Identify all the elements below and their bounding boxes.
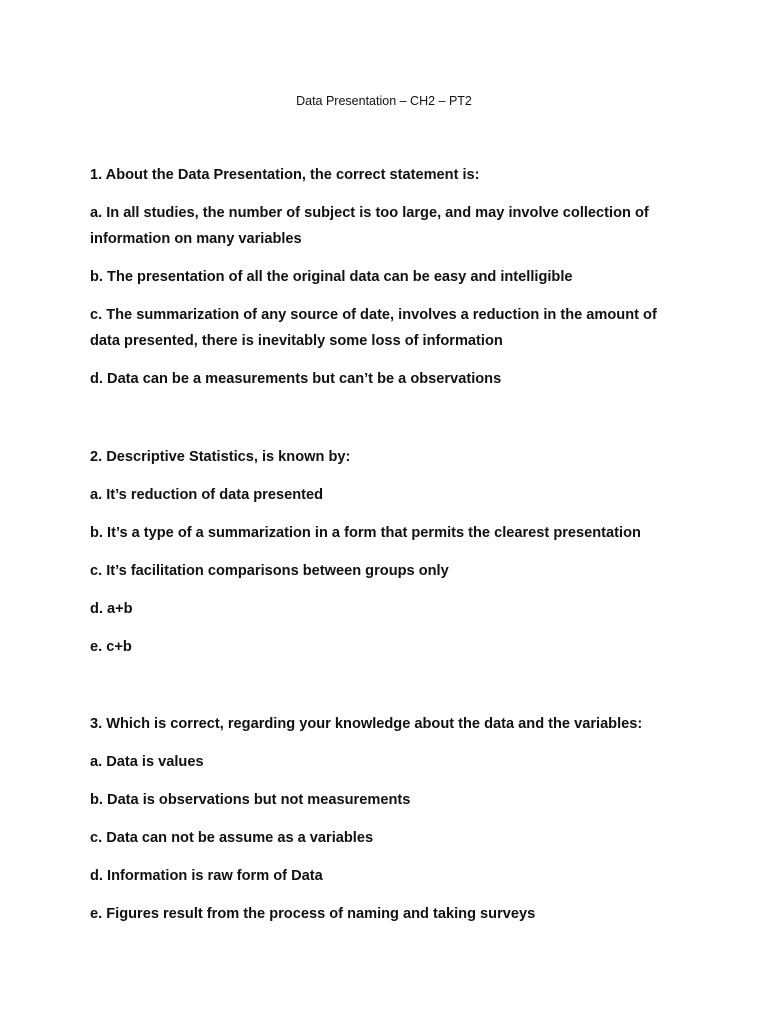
answer-option: a. It’s reduction of data presented: [90, 487, 324, 503]
answer-option: c. It’s facilitation comparisons between groups only: [90, 563, 449, 579]
answer-option: a. Data is values: [90, 754, 204, 770]
answer-option: c. Data can not be assume as a variables: [90, 830, 374, 846]
answer-option: a. In all studies, the number of subject is too large, and may involve collection of information on many variables: [90, 205, 649, 247]
answer-option: c. The summarization of any source of date, involves a reduction in the amount of data presented, there is inevitably some loss of information: [90, 307, 657, 349]
answer-option: d. Data can be a measurements but can’t be a observations: [90, 371, 502, 387]
question-prompt: 2. Descriptive Statistics, is known by:: [90, 449, 351, 465]
answer-option: b. The presentation of all the original data can be easy and intelligible: [90, 269, 573, 285]
answer-option: e. c+b: [90, 639, 132, 655]
answer-option: d. a+b: [90, 601, 133, 617]
document-title: Data Presentation – CH2 – PT2: [296, 94, 472, 108]
answer-option: d. Information is raw form of Data: [90, 868, 323, 884]
question-prompt: 1. About the Data Presentation, the correct statement is:: [90, 167, 480, 183]
question-3: [90, 711, 690, 939]
answer-option: b. It’s a type of a summarization in a form that permits the clearest presentation: [90, 525, 641, 541]
question-prompt: 3. Which is correct, regarding your knowledge about the data and the variables:: [90, 716, 643, 732]
answer-option: b. Data is observations but not measurements: [90, 792, 411, 808]
question-1: [90, 162, 690, 404]
question-2: [90, 444, 690, 672]
answer-option: e. Figures result from the process of naming and taking surveys: [90, 906, 536, 922]
